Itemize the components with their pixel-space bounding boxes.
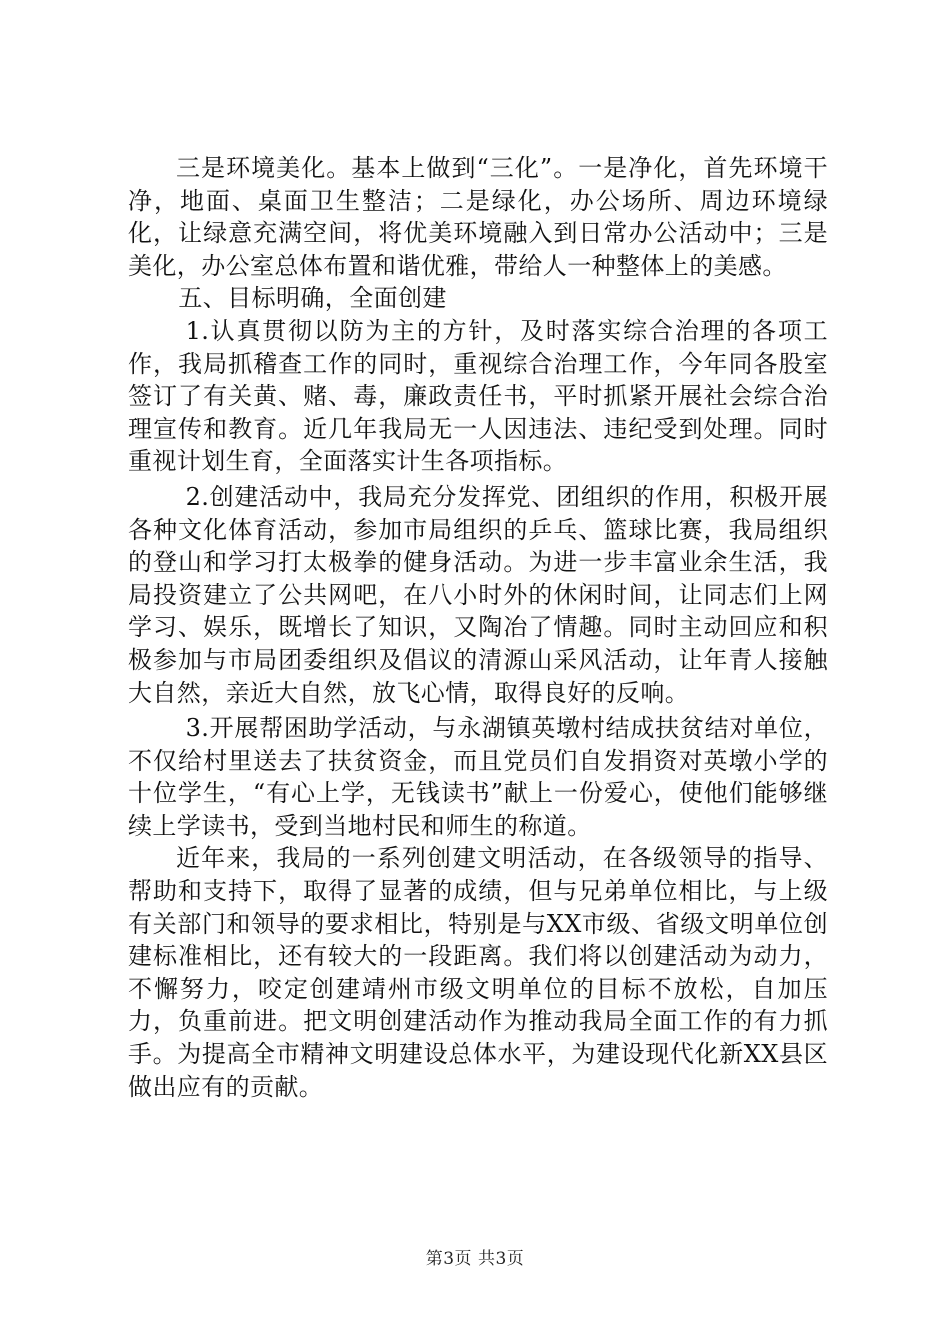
page-footer: 第3页 共3页 bbox=[425, 1249, 525, 1269]
paragraph-item-1: 1.认真贯彻以防为主的方针，及时落实综合治理的各项工作，我局抓稽查工作的同时，重视综合治理工作，今年同各股室签订了有关黄、赌、毒，廉政责任书，平时抓紧开展社会综合治理宣传和教育。近几年我局无一人因违法、违纪受到处理。同时重视计划生育，全面落实计生各项指标。 bbox=[128, 316, 828, 476]
document-body bbox=[128, 152, 828, 1103]
paragraph-conclusion: 近年来，我局的一系列创建文明活动，在各级领导的指导、帮助和支持下，取得了显著的成绩，但与兄弟单位相比，与上级有关部门和领导的要求相比，特别是与XX市级、省级文明单位创建标准相比，还有较大的一段距离。我们将以创建活动为动力，不懈努力，咬定创建靖州市级文明单位的目标不放松，自加压力，负重前进。把文明创建活动作为推动我局全面工作的有力抓手。为提高全市精神文明建设总体水平，为建设现代化新XX县区做出应有的贡献。 bbox=[128, 844, 828, 1101]
section-heading-goals: 五、目标明确，全面创建 bbox=[178, 284, 447, 313]
paragraph-item-2: 2.创建活动中，我局充分发挥党、团组织的作用，积极开展各种文化体育活动，参加市局组织的乒乓、篮球比赛，我局组织的登山和学习打太极拳的健身活动。为进一步丰富业余生活，我局投资建立了公共网吧，在八小时外的休闲时间，让同志们上网学习、娱乐，既增长了知识，又陶冶了情趣。同时主动回应和积极参加与市局团委组织及倡议的清源山采风活动，让年青人接触大自然，亲近大自然，放飞心情，取得良好的反响。 bbox=[128, 482, 828, 707]
paragraph-item-3: 3.开展帮困助学活动，与永湖镇英墩村结成扶贫结对单位，不仅给村里送去了扶贫资金，而且党员们自发捐资对英墩小学的十位学生，“有心上学，无钱读书”献上一份爱心，使他们能够继续上学读书，受到当地村民和师生的称道。 bbox=[128, 714, 828, 840]
paragraph-environment-beautification: 三是环境美化。基本上做到“三化”。一是净化，首先环境干净，地面、桌面卫生整洁；二是绿化，办公场所、周边环境绿化，让绿意充满空间，将优美环境融入到日常办公活动中；三是美化，办公室总体布置和谐优雅，带给人一种整体上的美感。 bbox=[128, 154, 828, 280]
